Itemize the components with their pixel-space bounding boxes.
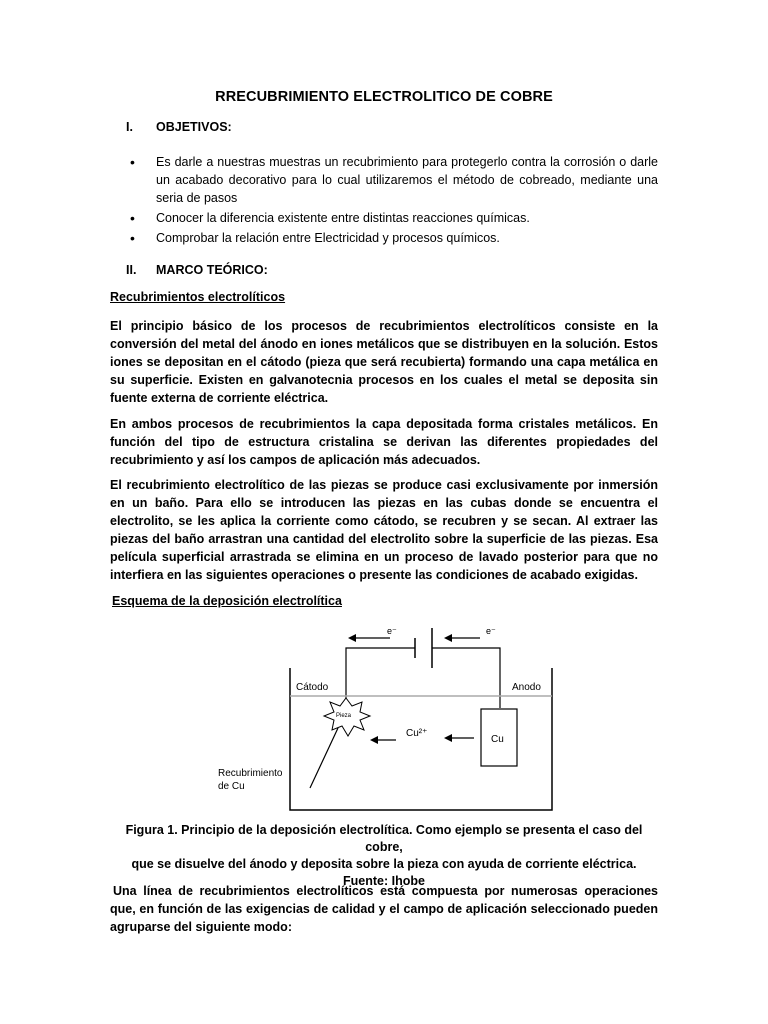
caption-line: que se disuelve del ánodo y deposita sobre la pieza con ayuda de corriente eléctrica. bbox=[131, 857, 637, 871]
document-title: RRECUBRIMIENTO ELECTROLITICO DE COBRE bbox=[215, 89, 553, 105]
subheading-esquema: Esquema de la deposición electrolítica bbox=[112, 594, 342, 608]
list-item bbox=[130, 153, 658, 207]
objectives-list bbox=[130, 153, 658, 249]
section-number: I. bbox=[126, 120, 133, 134]
list-item-text: Comprobar la relación entre Electricidad y procesos químicos. bbox=[156, 231, 500, 245]
closing-paragraph: Una línea de recubrimientos electrolíticos está compuesta por numerosas operaciones que, en función de las exigencias de calidad y el campo de aplicación seleccionado pueden agruparse del siguiente modo: bbox=[110, 884, 658, 934]
paragraph: El principio básico de los procesos de recubrimientos electrolíticos consiste en la conversión del metal del ánodo en iones metálicos que se distribuyen en la solución. Estos iones se depositan en el cátodo (pieza que será recubierta) formando una capa metálica en su superficie. Existen en galvanotecnia procesos en los cuales el metal se deposita sin fuente externa de corriente eléctrica. bbox=[110, 319, 658, 405]
circuit-wire-right bbox=[432, 648, 500, 708]
bullet-icon: • bbox=[130, 210, 135, 226]
bullet-icon: • bbox=[130, 230, 135, 246]
coating-label-line1: Recubrimiento bbox=[218, 768, 283, 779]
ion-label: Cu²⁺ bbox=[406, 728, 428, 739]
paragraph: En ambos procesos de recubrimientos la capa depositada forma cristales metálicos. En función del tipo de estructura cristalina se derivan las diferentes propiedades del recubrimiento y así los campos de aplicación más adecuados. bbox=[110, 417, 658, 467]
piece-label: Pieza bbox=[336, 713, 352, 719]
paragraph: El recubrimiento electrolítico de las piezas se produce casi exclusivamente por inmersión en un baño. Para ello se introducen las piezas en las cubas donde se encuentra el electrolito, se les aplica la corriente como cátodo, se recubren y se secan. Al extraer las piezas del baño arrastran una cantidad del electrolito sobre la superficie de las piezas. Esa película superficial arrastrada se elimina en un proceso de lavado posterior para que no interfiera en las siguientes operaciones o presente las condiciones de acabado exigidas. bbox=[110, 478, 658, 582]
cathode-label: Cátodo bbox=[296, 682, 329, 693]
coating-label-line2: de Cu bbox=[218, 781, 245, 792]
figure-caption bbox=[110, 822, 658, 890]
list-item-text: Es darle a nuestras muestras un recubrimiento para protegerlo contra la corrosión o darle un acabado decorativo para lo cual utilizaremos el método de cobreado, mediante una seria de pasos bbox=[156, 155, 658, 205]
list-item-text: Conocer la diferencia existente entre distintas reacciones químicas. bbox=[156, 211, 530, 225]
electron-label-right: e⁻ bbox=[486, 626, 496, 636]
subheading-recubrimientos: Recubrimientos electrolíticos bbox=[110, 290, 286, 304]
section-label: OBJETIVOS: bbox=[156, 120, 232, 134]
bullet-icon: • bbox=[130, 154, 135, 170]
circuit-wire-left bbox=[346, 648, 415, 708]
caption-line: Figura 1. Principio de la deposición electrolítica. Como ejemplo se presenta el caso del cobre, bbox=[125, 823, 643, 854]
caption-source: Fuente: Ihobe bbox=[343, 874, 425, 888]
list-item bbox=[130, 229, 658, 247]
anode-label: Anodo bbox=[512, 682, 541, 693]
section-number: II. bbox=[126, 263, 137, 277]
arrow-head-icon bbox=[444, 734, 452, 742]
arrow-head-icon bbox=[348, 634, 356, 642]
section-label: MARCO TEÓRICO: bbox=[156, 263, 268, 277]
anode-block-label: Cu bbox=[491, 734, 504, 745]
electrodeposition-diagram bbox=[210, 620, 570, 820]
electron-label-left: e⁻ bbox=[387, 626, 397, 636]
arrow-head-icon bbox=[444, 634, 452, 642]
coating-pointer bbox=[310, 728, 338, 788]
list-item bbox=[130, 209, 658, 227]
arrow-head-icon bbox=[370, 736, 378, 744]
